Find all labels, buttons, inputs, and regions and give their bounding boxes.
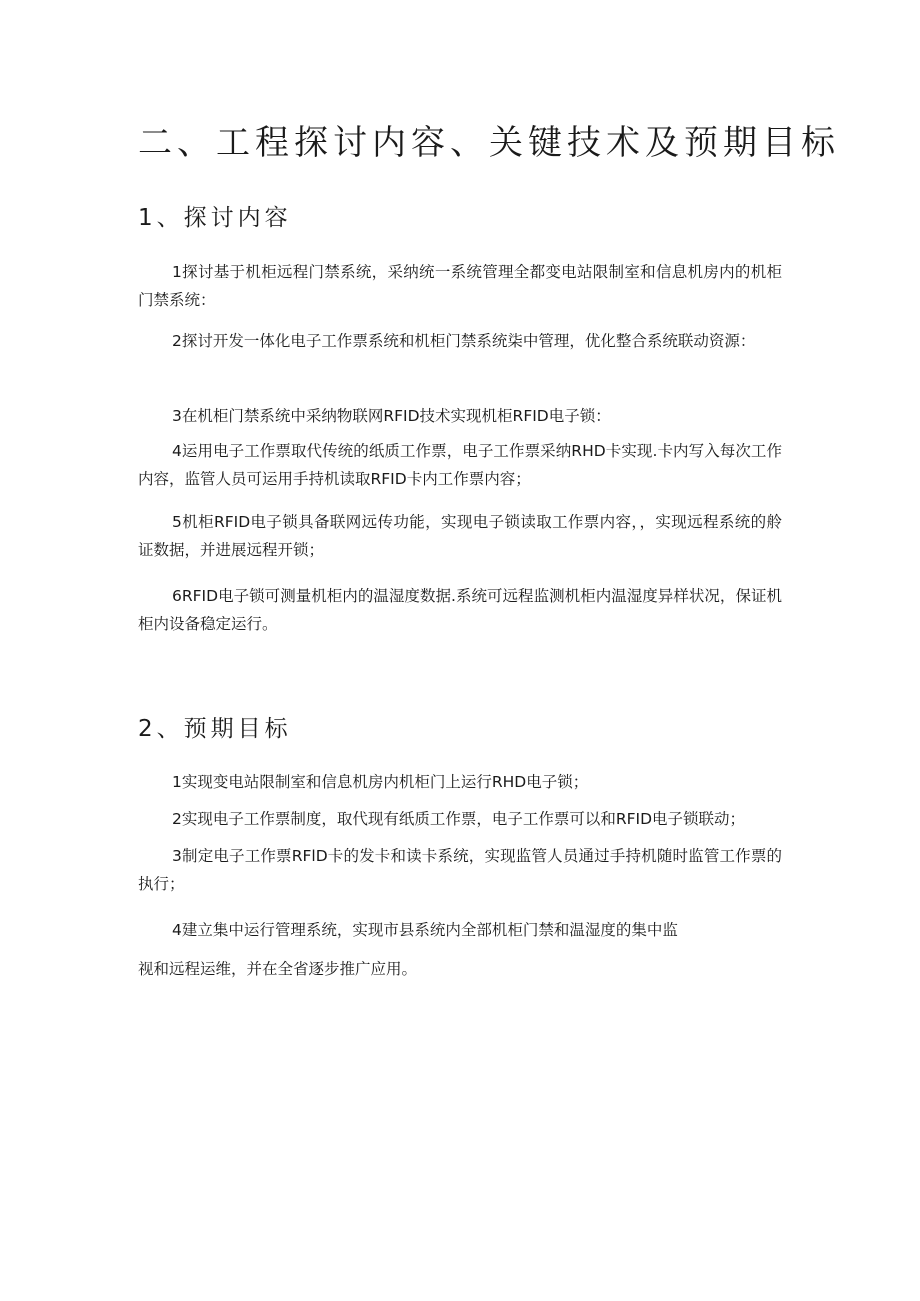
goal-item-1: 1实现变电站限制室和信息机房内机柜门上运行RHD电子锁；	[172, 773, 589, 791]
research-item-2: 2探讨开发一体化电子工作票系统和机柜门禁系统柒中管理，优化整合系统联动资源：	[172, 332, 756, 350]
research-item-4: 4运用电子工作票取代传统的纸质工作票，电子工作票采纳RHD卡实现.卡内写入每次工作内容，监管人员可运用手持机读取RFID卡内工作票内容；	[138, 442, 782, 488]
research-item-3: 3在机柜门禁系统中采纳物联网RFID技术实现机柜RFID电子锁：	[172, 407, 611, 425]
document-title: 二、工程探讨内容、关键技术及预期目标	[138, 123, 840, 163]
goal-item-4: 4建立集中运行管理系统，实现市县系统内全部机柜门禁和温湿度的集中监	[172, 921, 678, 939]
section-heading-expected-goals: 2、预期目标	[138, 716, 292, 742]
goal-item-4-continuation: 视和远程运维，并在全省逐步推广应用。	[138, 960, 418, 978]
goal-item-3: 3制定电子工作票RFlD卡的发卡和读卡系统，实现监管人员通过手持机随时监管工作票的执行；	[138, 847, 782, 893]
research-item-1: 1探讨基于机柜远程门禁系统，采纳统一系统管理全都变电站限制室和信息机房内的机柜门禁系统：	[138, 263, 782, 309]
goal-item-2: 2实现电子工作票制度，取代现有纸质工作票，电子工作票可以和RFID电子锁联动；	[172, 810, 746, 828]
research-item-5: 5机柜RFID电子锁具备联网远传功能，实现电子锁读取工作票内容，，实现远程系统的舲证数据，并进展远程开锁；	[138, 513, 782, 559]
section-heading-research-content: 1、探讨内容	[138, 205, 292, 231]
research-item-6: 6RFID电子锁可测量机柜内的温湿度数据.系统可远程监测机柜内温湿度异样状况，保证机柜内设备稳定运行。	[138, 587, 782, 633]
